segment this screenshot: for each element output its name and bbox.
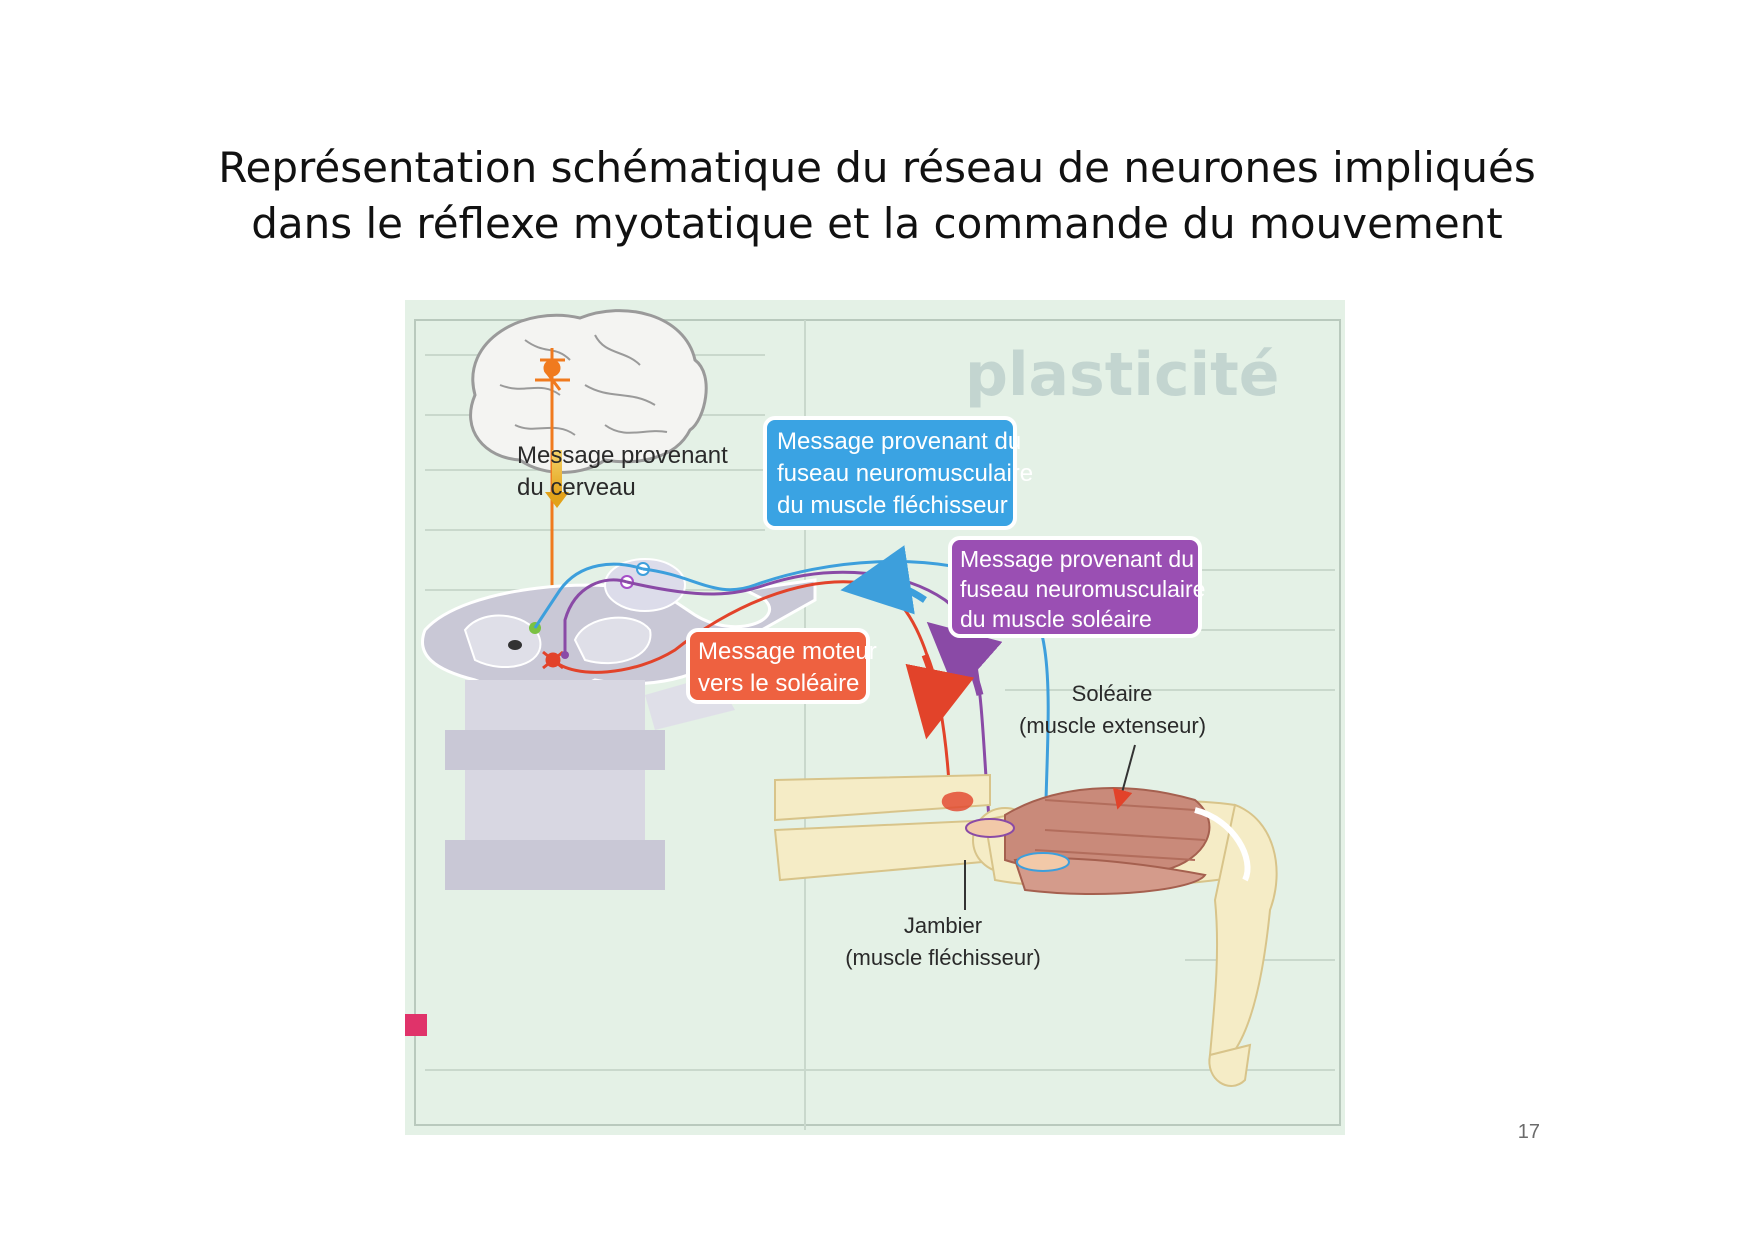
tibialis-muscle-label: Jambier (muscle fléchisseur) [845, 913, 1041, 970]
motor-message-label: Message moteur vers le soléaire [698, 638, 877, 697]
brain-message-label: Message provenant du cerveau [517, 442, 728, 501]
page-number: 17 [1517, 1121, 1540, 1143]
background-text-fragment: plasticité [965, 340, 1280, 410]
slide-title-line-1: Représentation schématique du réseau de neurones impliqués [218, 143, 1536, 192]
page-tab-marker [405, 1014, 427, 1036]
reflex-diagram [405, 300, 1345, 1135]
slide-title-line-2: dans le réflexe myotatique et la commande du mouvement [251, 199, 1503, 248]
slide-title [0, 140, 1754, 252]
soleus-message-label: Message provenant du fuseau neuromusculaire du muscle soléaire [960, 546, 1206, 632]
soleus-muscle-label: Soléaire (muscle extenseur) [1019, 681, 1207, 738]
flexor-message-label: Message provenant du fuseau neuromusculaire du muscle fléchisseur [777, 428, 1034, 519]
